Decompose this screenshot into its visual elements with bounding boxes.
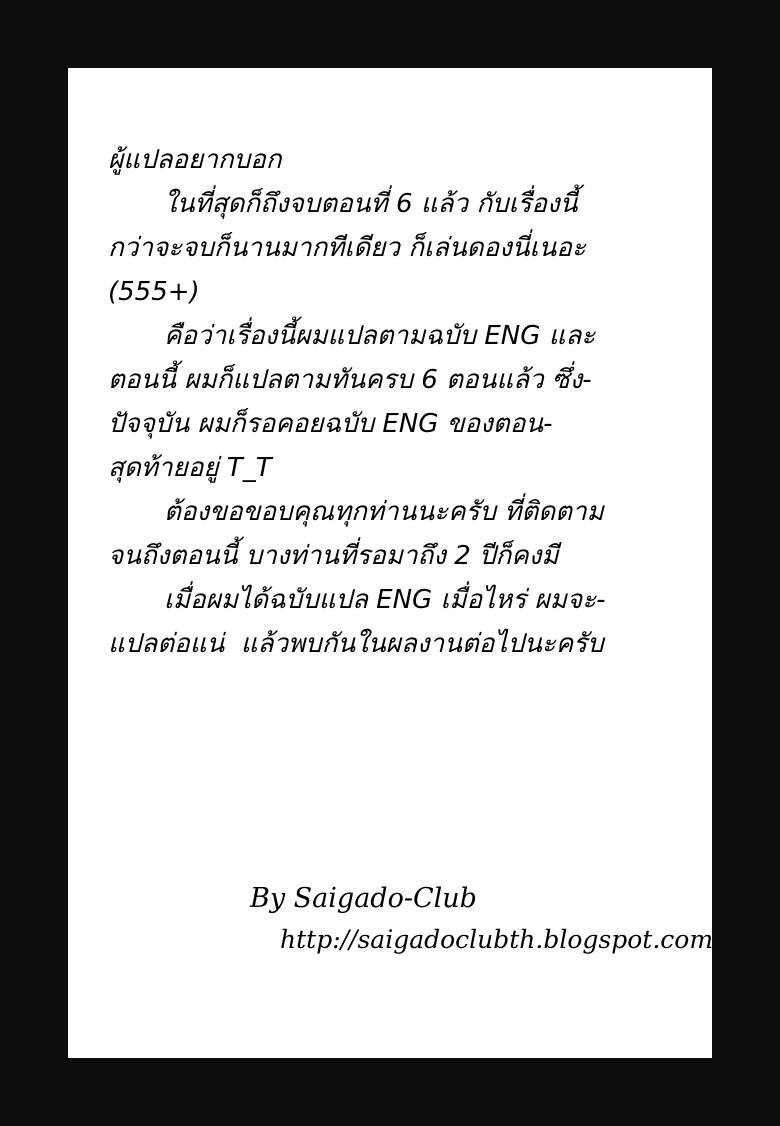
note-line: เมื่อผมได้ฉบับแปล ENG เมื่อไหร่ ผมจะ- [164,585,606,615]
note-line: จนถึงตอนนี้ บางท่านที่รอมาถึง 2 ปีก็คงมี [108,541,559,571]
note-line: (555+) [108,277,200,307]
manga-page-paper [68,68,712,1058]
note-line: ตอนนี้ ผมก็แปลตามทันครบ 6 ตอนแล้ว ซึ่ง- [108,365,592,395]
note-line: แปลต่อแน่ แล้วพบกันในผลงานต่อไปนะครับ [108,629,604,659]
signature-block [108,878,714,960]
note-line: ในที่สุดก็ถึงจบตอนที่ 6 แล้ว กับเรื่องนี้ [164,189,578,219]
credit-text: By Saigado-Club [250,883,477,914]
note-line: สุดท้ายอยู่ T_T [108,453,272,483]
note-line: ปัจจุบัน ผมก็รอคอยฉบับ ENG ของตอน- [108,409,553,439]
blog-url[interactable]: http://saigadoclubth.blogspot.com [280,925,714,954]
note-line: ต้องขอขอบคุณทุกท่านนะครับ ที่ติดตาม [164,497,604,527]
note-line: คือว่าเรื่องนี้ผมแปลตามฉบับ ENG และ [164,321,596,351]
note-line: กว่าจะจบก็นานมากทีเดียว ก็เล่นดองนี่เนอะ [108,233,586,263]
note-heading: ผู้แปลอยากบอก [108,145,282,175]
translator-note [108,138,680,666]
